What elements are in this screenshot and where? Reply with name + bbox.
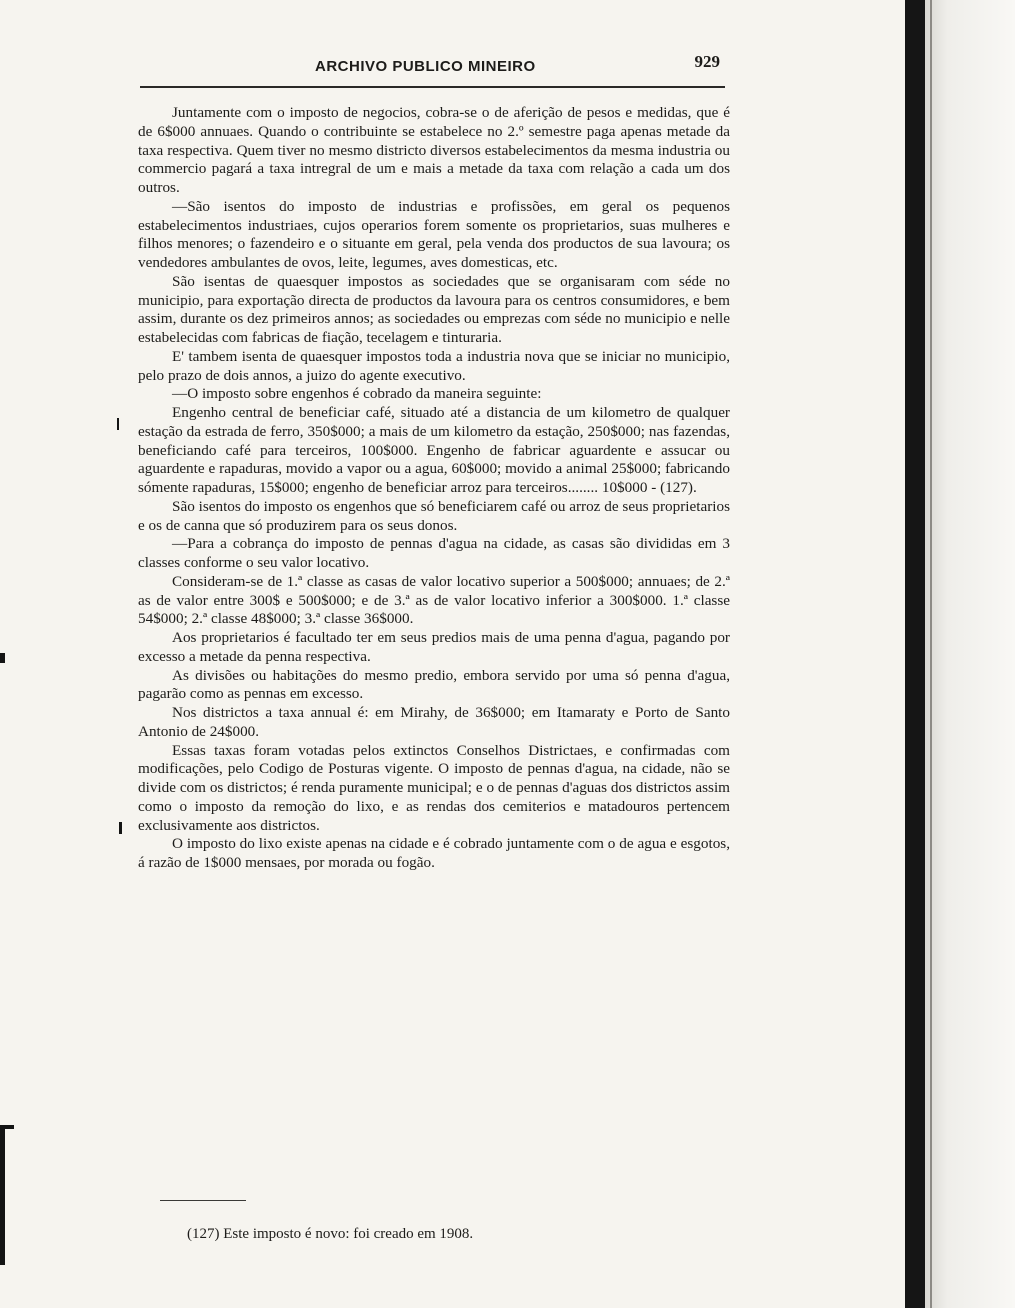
page-header (140, 52, 730, 80)
footnote: (127) Este imposto é novo: foi creado em 1908. (187, 1226, 474, 1242)
paragraph-4: E' tambem isenta de quaesquer impostos toda a industria nova que se iniciar no municipio, pelo prazo de dois annos, a juizo do agente executivo. (138, 347, 730, 384)
paragraph-11: As divisões ou habitações do mesmo predio, embora servido por uma só penna d'agua, pagarão como as pennas em excesso. (138, 666, 730, 703)
paragraph-9: Consideram-se de 1.ª classe as casas de valor locativo superior a 500$000; annuaes; de 2.ª as de valor entre 300$ e 500$000; e de 3.ª as de valor locativo inferior a 300$000. 1.ª classe 54$000; 2.ª classe 48$000; 3.ª classe 36$000. (138, 572, 730, 628)
paragraph-1: Juntamente com o imposto de negocios, cobra-se o de aferição de pesos e medidas, que é de 6$000 annuaes. Quando o contribuinte se estabelece no 2.º semestre paga apenas metade da taxa respectiva. Quem tiver no mesmo districto diversos estabelecimentos da mesma industria ou commercio pagará a taxa intregral de um e mais a metade da taxa com relação a cada um dos outros. (138, 104, 730, 196)
scan-mark (119, 822, 122, 834)
paragraph-6: Engenho central de beneficiar café, situado até a distancia de um kilometro de qualquer estação da estrada de ferro, 350$000; a mais de um kilometro da estação, 250$000; nas fazendas, beneficiando café para terceiros, 100$000. Engenho de fabricar aguardente e assucar ou aguardente e rapaduras, movido a vapor ou a agua, 60$000; movido a animal 25$000; fabricando sómente rapaduras, 15$000; engenho de beneficiar arroz para terceiros........ 10$000 - (127). (138, 404, 730, 496)
page-number: 929 (694, 52, 720, 71)
paragraph-13: Essas taxas foram votadas pelos extinctos Conselhos Districtaes, e confirmadas com modificações, pelo Codigo de Posturas vigente. O imposto de pennas d'agua, na cidade, não se divide com os districtos; é renda puramente municipal; e o de pennas d'aguas dos districtos assim como o imposto da remoção do lixo, e as rendas dos cemiterios e matadouros pertencem exclusivamente aos districtos. (138, 741, 730, 834)
paragraph-14: O imposto do lixo existe apenas na cidade e é cobrado juntamente com o de agua e esgotos, á razão de 1$000 mensaes, por morada ou fogão. (138, 835, 730, 871)
scan-mark (117, 418, 119, 430)
page-edge-background (925, 0, 1015, 1308)
scan-mark (0, 653, 5, 663)
running-title: ARCHIVO PUBLICO MINEIRO (315, 58, 536, 75)
paragraph-3: São isentas de quaesquer impostos as sociedades que se organisaram com séde no municipio, para exportação directa de productos da lavoura para os centros consumidores, e bem assim, durante os dez primeiros annos; as sociedades ou emprezas com séde no municipio e nelle estabelecidas com fabricas de fiação, tecelagem e tinturaria. (138, 272, 730, 346)
body-text (138, 104, 730, 873)
footnote-rule (160, 1200, 246, 1201)
paragraph-2: —São isentos do imposto de industrias e profissões, em geral os pequenos estabelecimentos industriaes, cujos operarios forem somente os proprietarios, suas mulheres e filhos menores; o fazendeiro e o situante em geral, pela venda dos productos de sua lavoura; os vendedores ambulantes de ovos, leite, legumes, aves domesticas, etc. (138, 197, 730, 271)
paragraph-12: Nos districtos a taxa annual é: em Mirahy, de 36$000; em Itamaraty e Porto de Santo Antonio de 24$000. (138, 704, 730, 740)
paragraph-10: Aos proprietarios é facultado ter em seus predios mais de uma penna d'agua, pagando por excesso a metade da penna respectiva. (138, 629, 730, 665)
scan-mark (0, 1125, 5, 1265)
header-rule (140, 86, 725, 88)
paragraph-8: —Para a cobrança do imposto de pennas d'agua na cidade, as casas são divididas em 3 classes conforme o seu valor locativo. (138, 535, 730, 571)
scan-mark (0, 1125, 14, 1129)
paragraph-7: São isentos do imposto os engenhos que só beneficiarem café ou arroz de seus proprietarios e os de canna que só produzirem para os seus donos. (138, 497, 730, 534)
page-edge-line (930, 0, 932, 1308)
book-binding-edge (905, 0, 925, 1308)
paragraph-5: —O imposto sobre engenhos é cobrado da maneira seguinte: (172, 385, 542, 403)
